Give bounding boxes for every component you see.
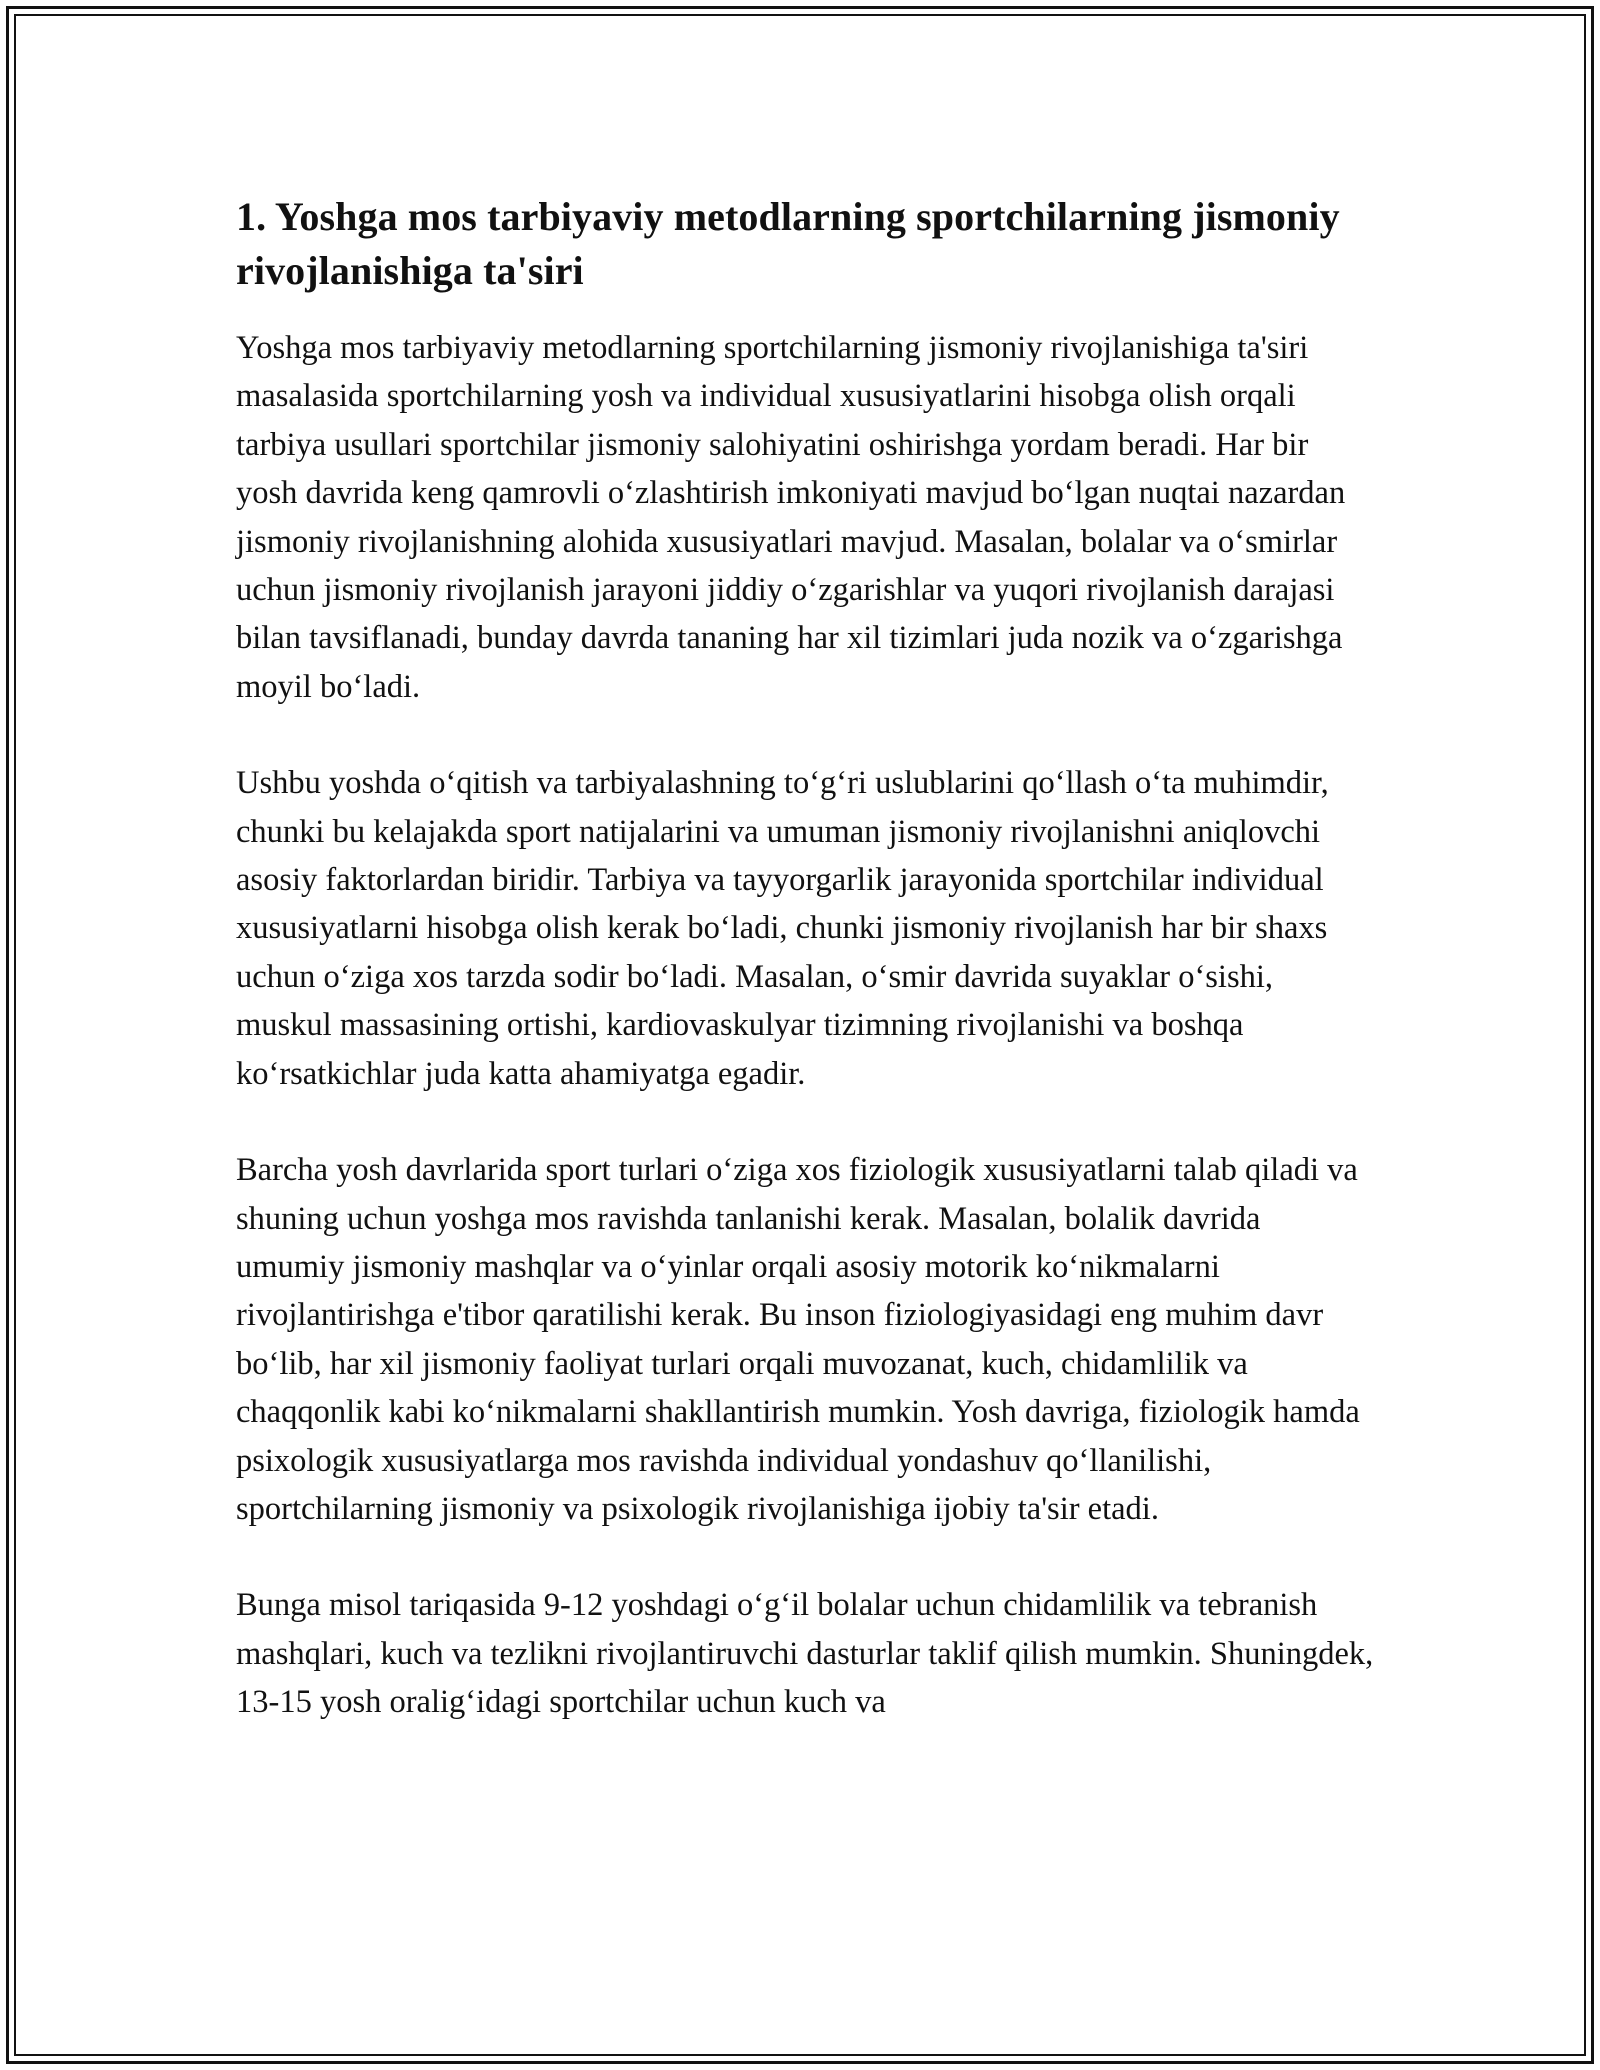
paragraph-4: Bunga misol tariqasida 9-12 yoshdagi o‘g‘il bolalar uchun chidamlilik va tebranish mashqlari, kuch va tezlikni rivojlantiruvchi dasturlar taklif qilish mumkin. Shuningdek, 13-15 yosh oralig‘idagi sportchilar uchun kuch va — [236, 1587, 1374, 1721]
section-heading: 1. Yoshga mos tarbiyaviy metodlarning sportchilarning jismoniy rivojlanishiga ta'siri — [236, 194, 1340, 293]
paragraph-1: Yoshga mos tarbiyaviy metodlarning sportchilarning jismoniy rivojlanishiga ta'siri masalasida sportchilarning yosh va individual xususiyatlarini hisobga olish orqali tarbiya usullari sportchilar jismoniy salohiyatini oshirishga yordam beradi. Har bir yosh davrida keng qamrovli o‘zlashtirish imkoniyati mavjud bo‘lgan nuqtai nazardan jismoniy rivojlanishning alohida xususiyatlari mavjud. Masalan, bolalar va o‘smirlar uchun jismoniy rivojlanish jarayoni jiddiy o‘zgarishlar va yuqori rivojlanish darajasi bilan tavsiflanadi, bunday davrda tananing har xil tizimlari juda nozik va o‘zgarishga moyil bo‘ladi. — [236, 330, 1346, 705]
paragraph-3: Barcha yosh davrlarida sport turlari o‘ziga xos fiziologik xususiyatlarni talab qiladi va shuning uchun yoshga mos ravishda tanlanishi kerak. Masalan, bolalik davrida umumiy jismoniy mashqlar va o‘yinlar orqali asosiy motorik ko‘nikmalarni rivojlantirishga e'tibor qaratilishi kerak. Bu inson fiziologiyasidagi eng muhim davr bo‘lib, har xil jismoniy faoliyat turlari orqali muvozanat, kuch, chidamlilik va chaqqonlik kabi ko‘nikmalarni shakllantirish mumkin. Yosh davriga, fiziologik hamda psixologik xususiyatlarga mos ravishda individual yondashuv qo‘llanilishi, sportchilarning jismoniy va psixologik rivojlanishiga ijobiy ta'sir etadi. — [236, 1152, 1360, 1527]
document-body — [236, 190, 1376, 1775]
paragraph-2: Ushbu yoshda o‘qitish va tarbiyalashning to‘g‘ri uslublarini qo‘llash o‘ta muhimdir, chunki bu kelajakda sport natijalarini va umuman jismoniy rivojlanishni aniqlovchi asosiy faktorlardan biridir. Tarbiya va tayyorgarlik jarayonida sportchilar individual xususiyatlarni hisobga olish kerak bo‘ladi, chunki jismoniy rivojlanish har bir shaxs uchun o‘ziga xos tarzda sodir bo‘ladi. Masalan, o‘smir davrida suyaklar o‘sishi, muskul massasining ortishi, kardiovaskulyar tizimning rivojlanishi va boshqa ko‘rsatkichlar juda katta ahamiyatga egadir. — [236, 765, 1329, 1092]
